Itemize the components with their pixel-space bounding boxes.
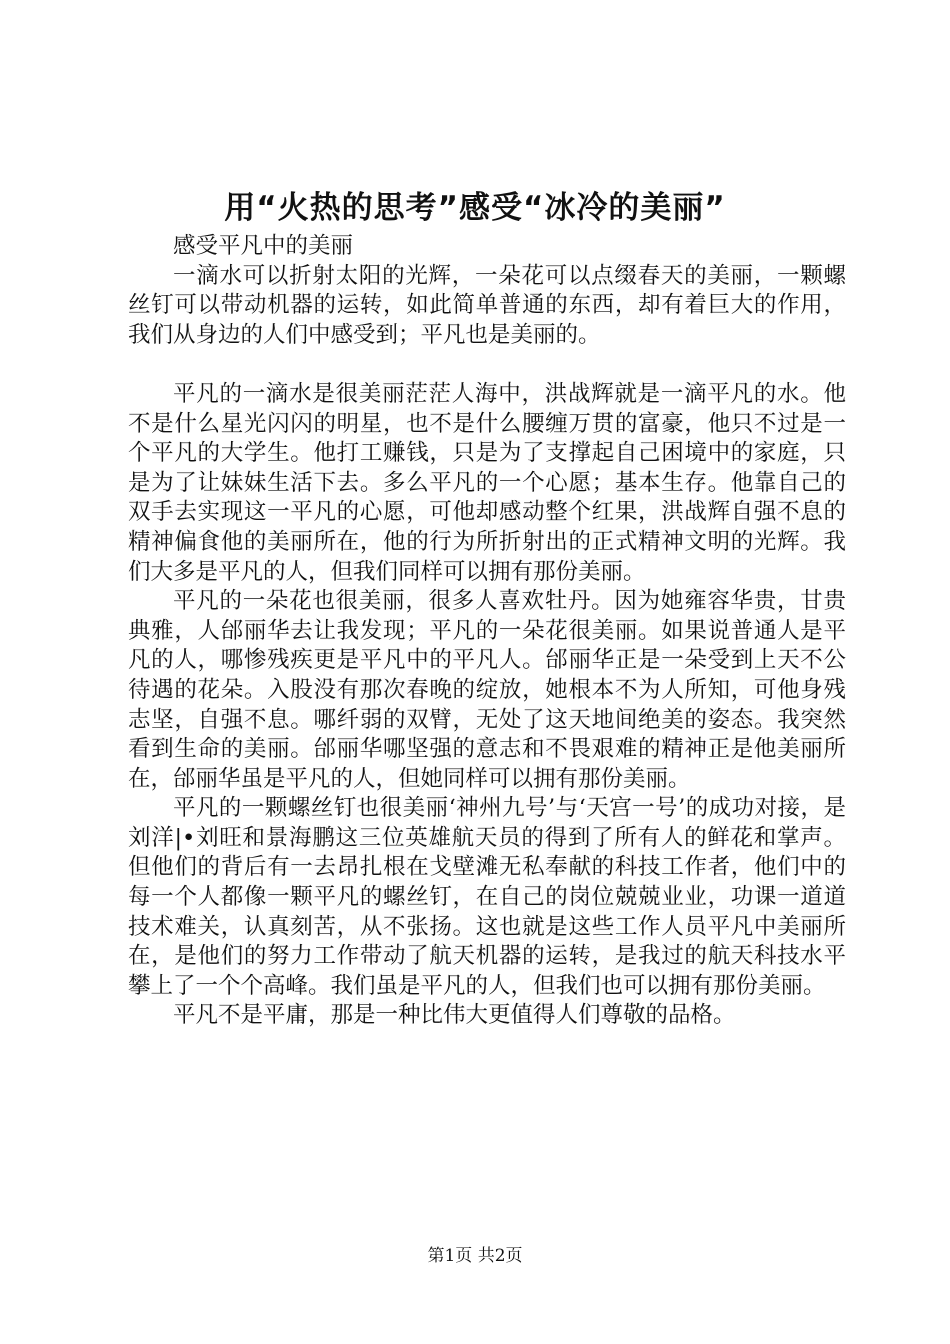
paragraph-intro: 一滴水可以折射太阳的光辉，一朵花可以点缀春天的美丽，一颗螺丝钉可以带动机器的运转，如此简单普通的东西，却有着巨大的作用，我们从身边的人们中感受到；平凡也是美丽的。 <box>128 262 846 348</box>
paragraph-water: 平凡的一滴水是很美丽茫茫人海中，洪战辉就是一滴平凡的水。他不是什么星光闪闪的明星，也不是什么腰缠万贯的富豪，他只不过是一个平凡的大学生。他打工赚钱，只是为了支撑起自己困境中的家庭，只是为了让妹妹生活下去。多么平凡的一个心愿；基本生存。他靠自己的双手去实现这一平凡的心愿，可他却感动整个红果，洪战辉自强不息的精神偏食他的美丽所在，他的行为所折射出的正式精神文明的光辉。我们大多是平凡的人，但我们同样可以拥有那份美丽。 <box>128 380 846 585</box>
paragraph-screw: 平凡的一颗螺丝钉也很美丽‘神州九号’与‘天宫一号’的成功对接，是刘洋|•刘旺和景海鹏这三位英雄航天员的得到了所有人的鲜花和掌声。但他们的背后有一去昂扎根在戈壁滩无私奉献的科技工作者，他们中的每一个人都像一颗平凡的螺丝钉，在自己的岗位兢兢业业，功课一道道技术难关，认真刻苦，从不张扬。这也就是这些工作人员平凡中美丽所在，是他们的努力工作带动了航天机器的运转，是我过的航天科技水平攀上了一个个高峰。我们虽是平凡的人，但我们也可以拥有那份美丽。 <box>128 795 846 999</box>
document-title: 用“火热的思考”感受“冰冷的美丽” <box>224 190 726 226</box>
paragraph-flower: 平凡的一朵花也很美丽，很多人喜欢牡丹。因为她雍容华贵，甘贵典雅，人邰丽华去让我发现；平凡的一朵花很美丽。如果说普通人是平凡的人，哪惨残疾更是平凡中的平凡人。邰丽华正是一朵受到上天不公待遇的花朵。入股没有那次春晚的绽放，她根本不为人所知，可他身残志坚，自强不息。哪纤弱的双臂，无处了这天地间绝美的姿态。我突然看到生命的美丽。邰丽华哪坚强的意志和不畏艰难的精神正是他美丽所在，邰丽华虽是平凡的人，但她同样可以拥有那份美丽。 <box>128 588 846 792</box>
page-number-footer: 第1页 共2页 <box>427 1246 523 1266</box>
document-body <box>128 232 846 1031</box>
paragraph-subtitle: 感受平凡中的美丽 <box>173 233 354 259</box>
paragraph-conclusion: 平凡不是平庸，那是一种比伟大更值得人们尊敬的品格。 <box>173 1002 736 1029</box>
